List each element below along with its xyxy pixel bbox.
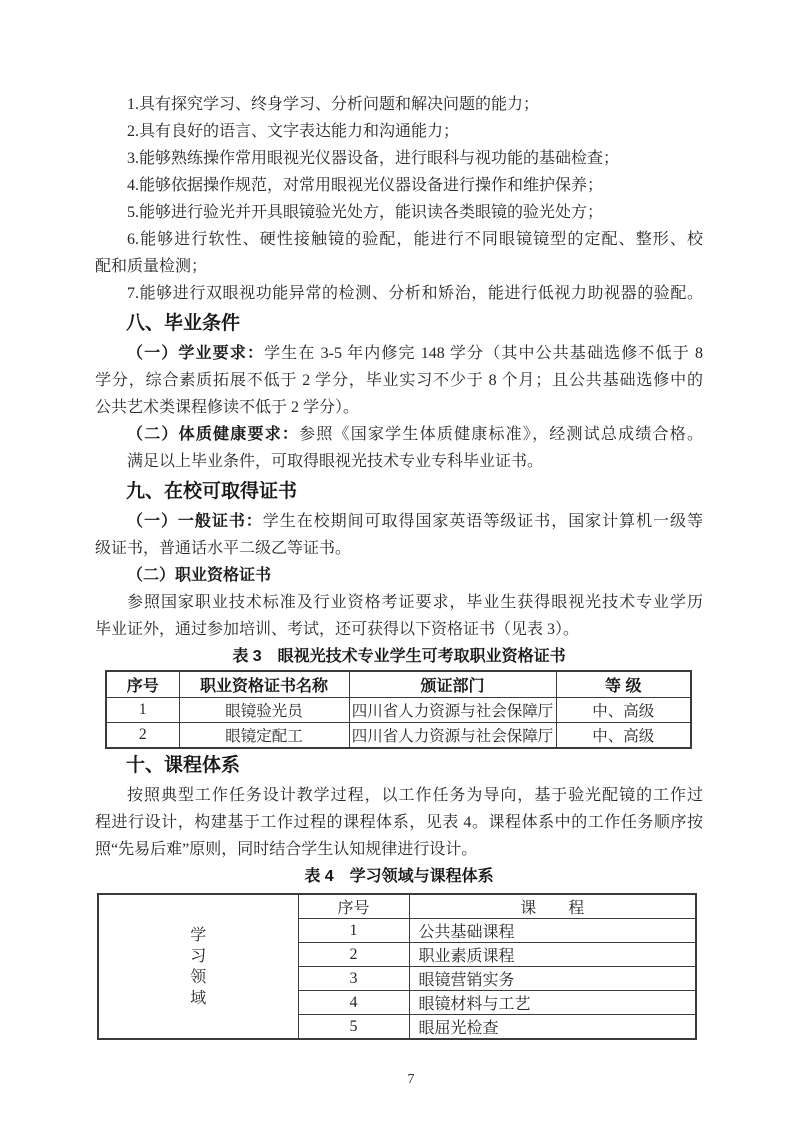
table4-caption: 表 4 学习领域与课程体系 <box>304 868 494 885</box>
text-line <box>95 367 703 394</box>
section-heading <box>95 307 703 340</box>
line-text: 九、在校可取得证书 <box>126 481 298 502</box>
table3-row <box>106 723 691 749</box>
body-text-block-2 <box>95 749 703 863</box>
line-text: 参照国家职业技术标准及行业资格考证要求，毕业生获得眼视光技术专业学历 <box>127 594 703 611</box>
course-name-cell: 公共基础课程 <box>409 919 696 943</box>
table4-body <box>98 894 696 1039</box>
text-line <box>95 145 703 172</box>
table3-body <box>106 698 691 749</box>
text-line <box>95 172 703 199</box>
table3-cell: 中、高级 <box>556 723 691 749</box>
text-line <box>95 782 703 809</box>
text-line <box>95 340 703 367</box>
side-label-cell <box>98 894 298 1039</box>
table3-cell: 眼镜定配工 <box>179 723 349 749</box>
text-line <box>95 448 703 475</box>
text-line <box>95 589 703 616</box>
bold-lead: （一）一般证书： <box>127 513 263 530</box>
text-line <box>95 535 703 562</box>
course-name-cell: 眼镜营销实务 <box>409 967 696 991</box>
course-name-cell: 职业素质课程 <box>409 943 696 967</box>
row-number-cell: 3 <box>298 967 409 991</box>
table4-header-row <box>98 894 696 919</box>
line-text: 6.能够进行软性、硬性接触镜的验配，能进行不同眼镜镜型的定配、整形、校 <box>127 231 703 248</box>
body-text-block-1 <box>95 91 703 643</box>
table3-header-row <box>106 671 691 698</box>
table3-cell: 中、高级 <box>556 698 691 723</box>
line-text: 满足以上毕业条件，可取得眼视光技术专业专科毕业证书。 <box>127 453 544 470</box>
line-text: 毕业证外，通过参加培训、考试，还可获得以下资格证书（见表 3）。 <box>95 621 580 638</box>
section-heading <box>95 475 703 508</box>
certificates-table <box>105 670 692 749</box>
side-label-char: 领 <box>190 968 207 986</box>
text-line <box>95 91 703 118</box>
line-text: 学生在 3-5 年内修完 148 学分（其中公共基础选修不低于 8 <box>264 345 703 362</box>
page-number: 7 <box>407 1072 415 1087</box>
table4-header-cell: 课 程 <box>409 894 696 919</box>
table3-header-cell: 颁证部门 <box>349 671 556 698</box>
text-line <box>95 562 703 589</box>
text-line <box>95 616 703 643</box>
line-text: 3.能够熟练操作常用眼视光仪器设备，进行眼科与视功能的基础检查； <box>127 150 620 167</box>
curriculum-table <box>97 893 697 1040</box>
section-heading <box>95 749 703 782</box>
row-number-cell: 5 <box>298 1015 409 1040</box>
table4-header-cell: 序号 <box>298 894 409 919</box>
line-text: 参照《国家学生体质健康标准》，经测试总成绩合格。 <box>299 426 703 443</box>
line-text: 7.能够进行双眼视功能异常的检测、分析和矫治，能进行低视力助视器的验配。 <box>127 285 703 302</box>
line-text: 八、毕业条件 <box>126 313 241 334</box>
page-content <box>95 0 703 1089</box>
side-label-char: 习 <box>190 947 207 965</box>
row-number-cell: 1 <box>298 919 409 943</box>
table3-caption: 表 3 眼视光技术专业学生可考取职业资格证书 <box>232 648 566 665</box>
text-line <box>95 508 703 535</box>
line-text: 公共艺术类课程修读不低于 2 学分）。 <box>95 399 360 416</box>
row-number-cell: 4 <box>298 991 409 1015</box>
text-line <box>95 226 703 253</box>
side-label-char: 学 <box>190 926 207 944</box>
table3-cell: 四川省人力资源与社会保障厅 <box>349 698 556 723</box>
course-name-cell: 眼屈光检查 <box>409 1015 696 1040</box>
line-text: 2.具有良好的语言、文字表达能力和沟通能力； <box>127 123 460 140</box>
bold-lead: （一）学业要求： <box>127 345 265 362</box>
text-line <box>95 280 703 307</box>
row-number-cell: 2 <box>298 943 409 967</box>
table3-header-cell: 等 级 <box>556 671 691 698</box>
text-line <box>95 118 703 145</box>
line-text: 学生在校期间可取得国家英语等级证书，国家计算机一级等 <box>262 513 703 530</box>
table3-cell: 眼镜验光员 <box>179 698 349 723</box>
line-text: 1.具有探究学习、终身学习、分析问题和解决问题的能力； <box>127 96 540 113</box>
side-label-char: 域 <box>190 989 207 1007</box>
line-text: 十、课程体系 <box>126 755 241 776</box>
table3-row <box>106 698 691 723</box>
line-text: 级证书，普通话水平二级乙等证书。 <box>95 540 352 557</box>
bold-lead: （二）职业资格证书 <box>127 567 272 584</box>
line-text: 5.能够进行验光并开具眼镜验光处方，能识读各类眼镜的验光处方； <box>127 204 604 221</box>
table3-cell: 2 <box>106 723 179 749</box>
line-text: 按照典型工作任务设计教学过程，以工作任务为导向，基于验光配镜的工作过 <box>127 787 703 804</box>
bold-lead: （二）体质健康要求： <box>127 426 300 443</box>
table3-header-cell: 序号 <box>106 671 179 698</box>
text-line <box>95 836 703 863</box>
text-line <box>95 199 703 226</box>
line-text: 学分，综合素质拓展不低于 2 学分，毕业实习不少于 8 个月；且公共基础选修中的 <box>95 372 703 389</box>
text-line <box>95 809 703 836</box>
line-text: 照“先易后难”原则，同时结合学生认知规律进行设计。 <box>95 841 478 858</box>
text-line <box>95 394 703 421</box>
table3-header-cell: 职业资格证书名称 <box>179 671 349 698</box>
line-text: 程进行设计，构建基于工作过程的课程体系，见表 4。课程体系中的工作任务顺序按 <box>95 814 703 831</box>
table3-cell: 1 <box>106 698 179 723</box>
text-line <box>95 421 703 448</box>
table3-cell: 四川省人力资源与社会保障厅 <box>349 723 556 749</box>
course-name-cell: 眼镜材料与工艺 <box>409 991 696 1015</box>
line-text: 配和质量检测； <box>95 258 208 275</box>
text-line <box>95 253 703 280</box>
line-text: 4.能够依据操作规范，对常用眼视光仪器设备进行操作和维护保养； <box>127 177 604 194</box>
